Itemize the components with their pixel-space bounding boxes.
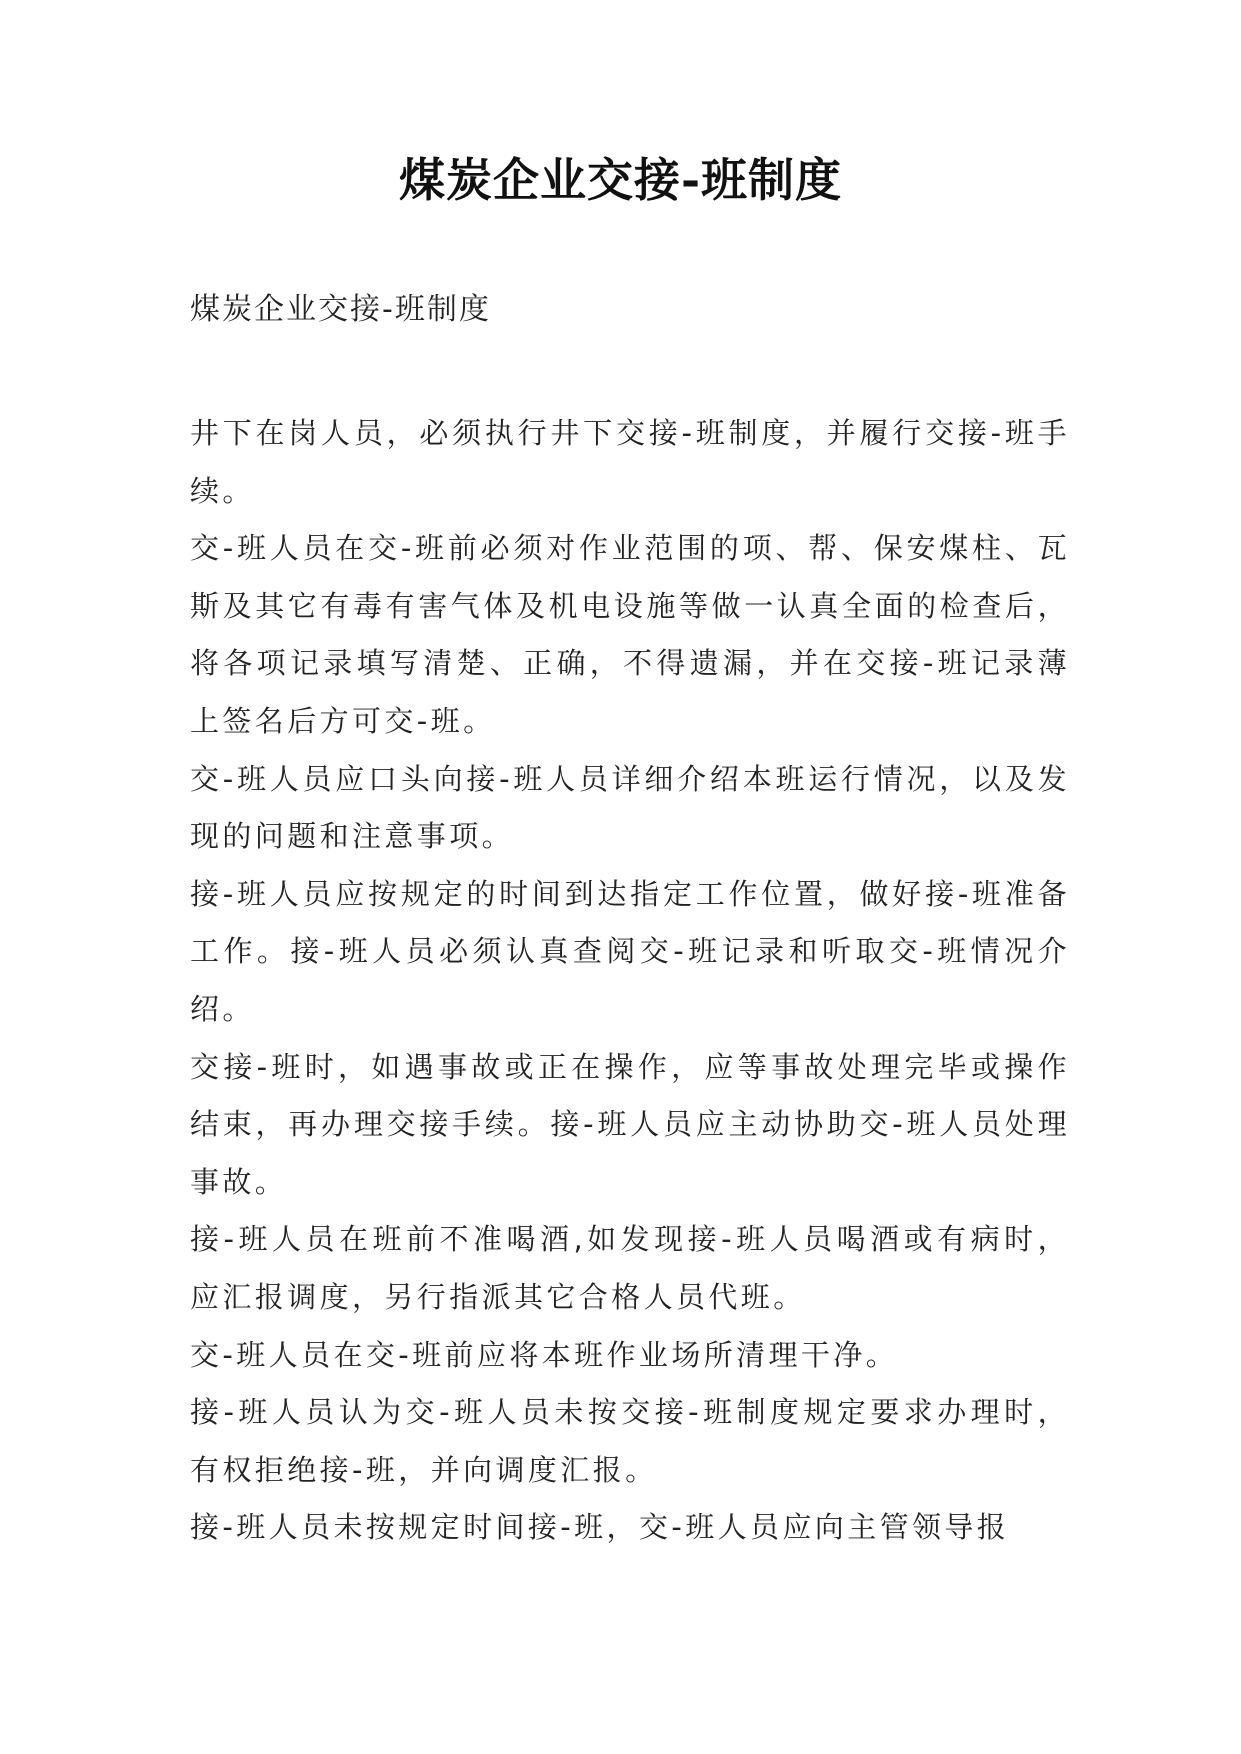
paragraph: 接-班人员应按规定的时间到达指定工作位置，做好接-班准备工作。接-班人员必须认真查阅交-班记录和听取交-班情况介绍。	[190, 876, 1070, 1026]
paragraph: 交接-班时，如遇事故或正在操作，应等事故处理完毕或操作结束，再办理交接手续。接-班人员应主动协助交-班人员处理事故。	[190, 1049, 1070, 1199]
paragraph: 井下在岗人员，必须执行井下交接-班制度，并履行交接-班手续。	[190, 416, 1070, 508]
paragraph: 交-班人员在交-班前必须对作业范围的项、帮、保安煤柱、瓦斯及其它有毒有害气体及机电设施等做一认真全面的检查后，将各项记录填写清楚、正确，不得遗漏，并在交接-班记录薄上签名后方可交-班。	[190, 531, 1070, 738]
document-body	[190, 405, 1070, 1557]
paragraph: 接-班人员认为交-班人员未按交接-班制度规定要求办理时，有权拒绝接-班，并向调度汇报。	[190, 1395, 1070, 1487]
document-title: 煤炭企业交接-班制度	[398, 153, 843, 207]
paragraph: 接-班人员未按规定时间接-班，交-班人员应向主管领导报	[190, 1510, 1010, 1545]
paragraph: 接-班人员在班前不准喝酒,如发现接-班人员喝酒或有病时，应汇报调度，另行指派其它合格人员代班。	[190, 1222, 1070, 1314]
document-subtitle: 煤炭企业交接-班制度	[190, 292, 491, 327]
paragraph: 交-班人员在交-班前应将本班作业场所清理干净。	[190, 1337, 899, 1372]
paragraph: 交-班人员应口头向接-班人员详细介绍本班运行情况，以及发现的问题和注意事项。	[190, 761, 1070, 854]
